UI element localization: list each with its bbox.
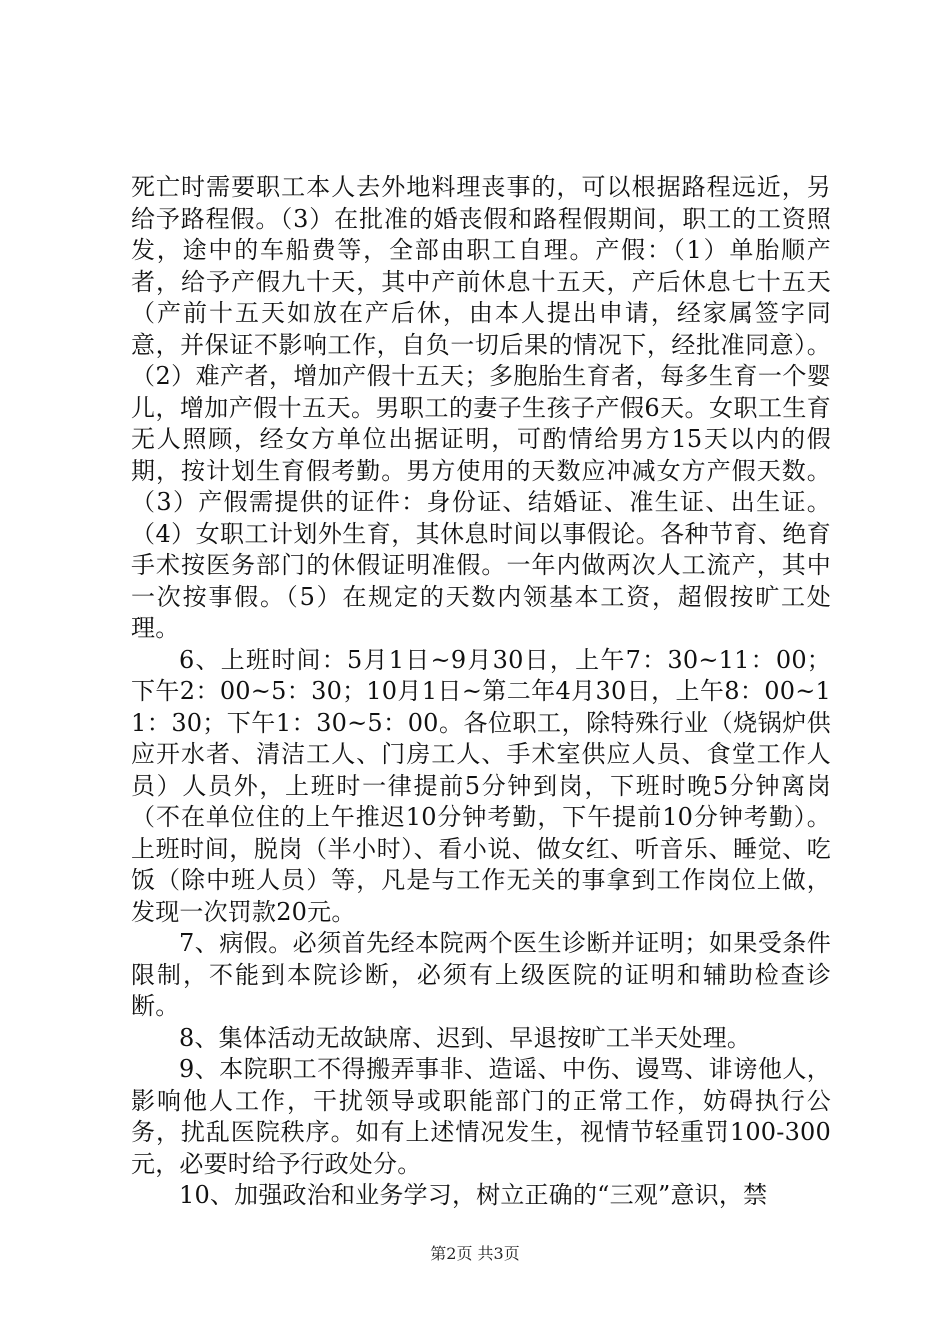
paragraph-item-8-group-activity: 8、集体活动无故缺席、迟到、早退按旷工半天处理。 <box>179 1023 752 1052</box>
paragraph-item-7-sick-leave: 7、病假。必须首先经本院两个医生诊断并证明；如果受条件限制，不能到本院诊断，必须有上级医院的证明和辅助检查诊断。 <box>131 929 831 1020</box>
paragraph-item-10-study: 10、加强政治和业务学习，树立正确的“三观”意识，禁 <box>179 1181 768 1209</box>
paragraph-leave-rules: 死亡时需要职工本人去外地料理丧事的，可以根据路程远近，另给予路程假。（3）在批准的婚丧假和路程假期间，职工的工资照发，途中的车船费等，全部由职工自理。产假：（1）单胎顺产者，给予产假九十天，其中产前休息十五天，产后休息七十五天（产前十五天如放在产后休，由本人提出申请，经家属签字同意，并保证不影响工作，自负一切后果的情况下，经批准同意）。（2）难产者，增加产假十五天；多胞胎生育者，每多生育一个婴儿，增加产假十五天。男职工的妻子生孩子产假6天。女职工生育无人照顾，经女方单位出据证明，可酌情给男方15天以内的假期，按计划生育假考勤。男方使用的天数应冲减女方产假天数。（3）产假需提供的证件：身份证、结婚证、准生证、出生证。（4）女职工计划外生育，其休息时间以事假论。各种节育、绝育手术按医务部门的休假证明准假。一年内做两次人工流产，其中一次按事假。（5）在规定的天数内领基本工资，超假按旷工处理。 <box>131 173 831 642</box>
page-number-footer: 第2页 共3页 <box>430 1244 520 1263</box>
body-text <box>131 172 831 1212</box>
paragraph-item-6-work-hours: 6、上班时间：5月1日~9月30日，上午7：30~11：00；下午2：00~5：30；10月1日~第二年4月30日，上午8：00~11：30；下午1：30~5：00。各位职工，除特殊行业（烧锅炉供应开水者、清洁工人、门房工人、手术室供应人员、食堂工作人员）人员外，上班时一律提前5分钟到岗，下班时晚5分钟离岗（不在单位住的上午推迟10分钟考勤，下午提前10分钟考勤）。上班时间，脱岗（半小时）、看小说、做女红、听音乐、睡觉、吃饭（除中班人员）等，凡是与工作无关的事拿到工作岗位上做，发现一次罚款20元。 <box>131 645 831 926</box>
paragraph-item-9-conduct: 9、本院职工不得搬弄事非、造谣、中伤、谩骂、诽谤他人，影响他人工作，干扰领导或职能部门的正常工作，妨碍执行公务，扰乱医院秩序。如有上述情况发生，视情节轻重罚100-300元，必要时给予行政处分。 <box>131 1055 831 1178</box>
